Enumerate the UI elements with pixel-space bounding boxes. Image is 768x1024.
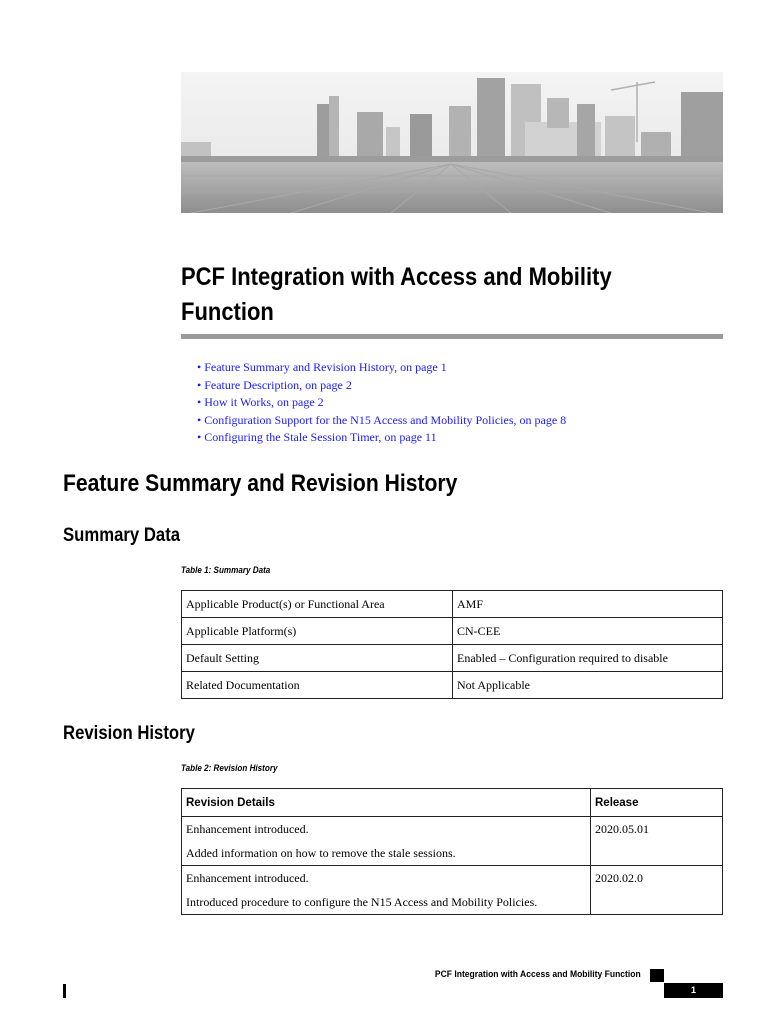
revision-detail: Added information on how to remove the stale sessions.: [186, 846, 456, 860]
table-cell: [182, 866, 591, 915]
table-cell: CN-CEE: [453, 618, 723, 645]
table-row: [182, 618, 723, 645]
table-row: [182, 645, 723, 672]
revision-table-caption: Table 2: Revision History: [181, 763, 278, 773]
release-value: 2020.05.01: [595, 822, 649, 836]
revision-summary: Enhancement introduced.: [186, 871, 309, 885]
table-cell: Applicable Product(s) or Functional Area: [182, 591, 453, 618]
toc-link-n15-configuration[interactable]: Configuration Support for the N15 Access and Mobility Policies, on page 8: [204, 412, 567, 427]
table-cell: Enabled – Configuration required to disable: [453, 645, 723, 672]
chapter-title-line-2: Function: [181, 298, 274, 326]
table-cell: Not Applicable: [453, 672, 723, 699]
toc-item[interactable]: [197, 359, 566, 377]
summary-data-heading: Summary Data: [63, 525, 181, 546]
table-cell: AMF: [453, 591, 723, 618]
release-value: 2020.02.0: [595, 871, 643, 885]
table-cell: [591, 866, 723, 915]
table-header-row: [182, 789, 723, 817]
section-heading: Feature Summary and Revision History: [63, 470, 458, 497]
table-cell: [591, 817, 723, 866]
table-row: [182, 591, 723, 618]
table-cell: Applicable Platform(s): [182, 618, 453, 645]
toc-link-feature-description[interactable]: Feature Description, on page 2: [204, 377, 352, 392]
chapter-title: [181, 260, 674, 330]
page-number: 1: [664, 983, 723, 998]
table-cell: Default Setting: [182, 645, 453, 672]
revision-summary: Enhancement introduced.: [186, 822, 309, 836]
table-row: [182, 672, 723, 699]
footer-left-tick: [63, 984, 66, 998]
table-cell: [182, 817, 591, 866]
footer-marker: [650, 969, 664, 982]
toc-item[interactable]: [197, 412, 566, 430]
summary-table-caption: Table 1: Summary Data: [181, 565, 271, 575]
revision-detail: Introduced procedure to configure the N15 Access and Mobility Policies.: [186, 895, 538, 909]
chapter-title-line-1: PCF Integration with Access and Mobility: [181, 263, 612, 291]
header-banner-image: [181, 72, 723, 213]
toc-link-feature-summary[interactable]: Feature Summary and Revision History, on page 1: [204, 360, 447, 374]
chapter-toc: [197, 359, 566, 447]
table-cell: Related Documentation: [182, 672, 453, 699]
summary-data-table: [181, 590, 723, 699]
column-header-release: Release: [591, 789, 723, 817]
revision-history-table: [181, 788, 723, 915]
toc-link-how-it-works[interactable]: How it Works, on page 2: [204, 395, 324, 409]
toc-item[interactable]: [197, 394, 566, 412]
footer-doc-title: PCF Integration with Access and Mobility Function: [435, 969, 641, 980]
table-row: [182, 817, 723, 866]
toc-link-stale-session-timer[interactable]: Configuring the Stale Session Timer, on page 11: [204, 430, 437, 444]
table-row: [182, 866, 723, 915]
toc-item[interactable]: [197, 377, 566, 395]
revision-history-heading: Revision History: [63, 723, 195, 744]
column-header-revision-details: Revision Details: [182, 789, 591, 817]
toc-item[interactable]: [197, 429, 566, 447]
title-rule: [181, 334, 723, 339]
